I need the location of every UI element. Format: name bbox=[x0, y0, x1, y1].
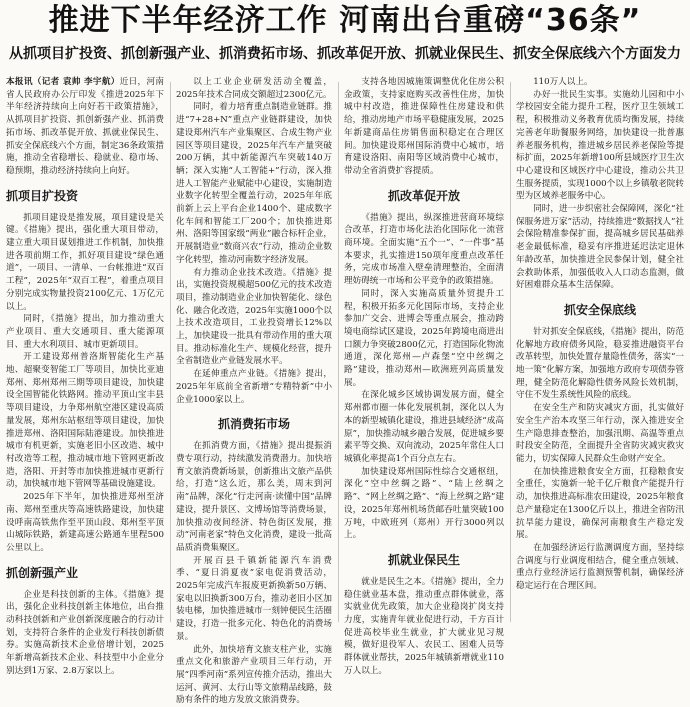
body-paragraph: 办好一批民生实事。实施幼儿园和中小学校园安全能力提升工程，医疗卫生领域工程，积极推动义务教育优质均衡发展，持续完善老年助餐服务网络，加快建设一批普惠养老服务机构，推进城乡居民养老保险等提标扩面，2025年新增100所县域医疗卫生次中心建设和区域医疗中心建设，推动公共卫生服务提质，实现1000个以上乡镇敬老院转型为区域养老服务中心。 bbox=[516, 89, 684, 202]
body-paragraph: 同时，着力培育重点制造业链群。推进“7+28+N”重点产业链群建设，加快建设郑州汽车产业集聚区、合成生物产业园区等项目建设，2025年汽车产量突破200万辆，其中新能源汽车突破140万辆；深入实施“人工智能+”行动，深入推进人工智能产业赋能中心建设，实施制造业数字化转型全覆盖行动，2025年年底前新上云上平台企业1400个、建成数字化车间和智能工厂200个；加快推进郑州、洛阳等国家级“两业”融合标杆企业，开展制造业“数商兴农”行动，推动企业数字化转型，推动河南数字经济发展。 bbox=[176, 102, 332, 265]
body-paragraph: 支持各地因城施策调整优化住房公积金政策，支持家庭购买改善性住房，加快城中村改造，推进保障性住房建设和供给，推动房地产市场平稳健康发展，2025年新建商品住房销售面积稳定在合理区间。加快建设郑州国际消费中心城市，培育建设洛阳、南阳等区域消费中心城市，带动全省消费扩容提质。 bbox=[344, 77, 504, 176]
section-heading: 抓消费拓市场 bbox=[217, 417, 290, 432]
body-paragraph: 在加快推进粮食安全方面，扛稳粮食安全重任，实施新一轮千亿斤粮食产能提升行动，加快推进高标准农田建设，2025年粮食总产量稳定在1300亿斤以上，推进全省防汛抗旱能力建设，确保河南粮食生产稳定发展。 bbox=[516, 466, 684, 541]
column-divider bbox=[510, 82, 511, 622]
column-divider bbox=[338, 82, 339, 622]
section-heading: 抓就业保民生 bbox=[387, 552, 460, 567]
section-heading: 抓改革促开放 bbox=[387, 188, 460, 203]
article-column-2 bbox=[176, 76, 332, 706]
body-paragraph: 同时，深入实施高质量外贸提升工程，积极开拓多元化国际市场，支持企业参加广交会、进博会等重点展会，推动跨境电商综试区建设，2025年跨境电商进出口额力争突破2800亿元，打造国际化物流通道，深化郑州—卢森堡“空中丝绸之路”建设，推动郑州—欧洲班列高质量发展。 bbox=[344, 288, 504, 388]
section-heading: 抓创新强产业 bbox=[6, 565, 79, 580]
article-column-3 bbox=[344, 76, 504, 676]
body-paragraph: 开展百县千镇新能源汽车消费季、“夏日消夏夜”家电促消费活动，2025年完成汽车报废更新换新50万辆、家电以旧换新300万台，推动老旧小区加装电梯，加快推进城市一刻钟便民生活圈建设，打造一批多元化、特色化的消费场景。 bbox=[176, 555, 332, 642]
body-paragraph: 在延伸重点产业链。《措施》提出，2025年年底前全省新增“专精特新”中小企业1000家以上。 bbox=[176, 369, 332, 405]
body-paragraph: 针对抓安全保底线，《措施》提出，防范化解地方政府债务风险，稳妥推进融资平台改革转型，加快处置存量隐性债务，落实“一地一策”化解方案，加强地方政府专项债券管理，健全防范化解隐性债务风险长效机制，守住不发生系统性风险的底线。 bbox=[516, 326, 684, 401]
body-paragraph: 企业是科技创新的主体。《措施》提出，强化企业科技创新主体地位，出台推动科技创新和产业创新深度融合的行动计划，支持符合条件的企业发行科技创新债券。实施高新技术企业倍增计划，2025年新增高新技术企业、科技型中小企业分别达到1万家、2.8万家以上。 bbox=[6, 589, 164, 676]
body-paragraph: 以上工业企业研发活动全覆盖，2025年技术合同成交额超过2300亿元。 bbox=[176, 77, 332, 100]
body-paragraph: 加快建设郑州国际性综合交通枢纽，深化“空中丝绸之路”、“陆上丝绸之路”、“网上丝绸之路”、“海上丝绸之路”建设，2025年郑州机场货邮吞吐量突破100万吨，中欧班列（郑州）开行3000列以上。 bbox=[344, 466, 504, 541]
lead-text: 近日，河南省人民政府办公厅印发《推进2025年下半年经济持续向上向好若干政策措施》，从抓项目扩投资、抓创新强产业、抓消费拓市场、抓改革促开放、抓就业保民生、抓安全保底线六个方面，制定36条政策措施，推动全省稳增长、稳就业、稳市场、稳预期，推动经济持续向上向好。 bbox=[6, 77, 164, 176]
body-paragraph: 在深化城乡区域协调发展方面，健全郑州都市圈一体化发展机制，深化以人为本的新型城镇化建设，推进县域经济“成高原”，加快推动城乡融合发展，促进城乡要素平等交换、双向流动，2025年常住人口城镇化率提高1个百分点左右。 bbox=[344, 390, 504, 464]
article-column-1 bbox=[6, 76, 164, 676]
body-paragraph: 同时，《措施》提出，加力推动重大产业项目、重大交通项目、重大能源项目、重大水利项目、城市更新项目。 bbox=[6, 314, 164, 350]
body-paragraph: 110万人以上。 bbox=[533, 77, 593, 87]
body-paragraph: 在抓消费方面，《措施》提出提振消费专项行动，持续激发消费潜力。加快培育文旅消费新场景，创新推出文旅产品供给，打造“这么近，那么美，周末到河南”品牌，深化“行走河南·读懂中国”品牌建设，提升景区、文博场馆等消费场景，加快推动夜间经济、特色街区发展，推动“河南老家”特色文化消费，建设一批高品质消费集聚区。 bbox=[176, 441, 332, 553]
body-paragraph: 开工建设郑州普洛斯智能化生产基地、超聚变智能工厂等项目，加快比亚迪郑州、郑州郑州三期等项目建设，加快建设全国智能化铁路网。推动平顶山宝丰县等项目建设，力争郑州航空港区建设高质量发展，郑州东站枢纽等项目建设，加快推进郑州、洛阳国际陆港建设。加快推进城市有机更新，实施老旧小区改造、城中村改造等工程，推动城市地下管网更新改造，洛阳、开封等市加快推进城市更新行动，加快城市地下管网等基础设施建设。 bbox=[6, 352, 164, 490]
body-paragraph: 在安全生产和防灾减灾方面，扎实做好安全生产治本攻坚三年行动，深入推进安全生产隐患排查整治，加强汛期、高温等重点时段安全防范，全面提升全省防灾减灾救灾能力，切实保障人民群众生命财产安全。 bbox=[516, 403, 684, 464]
section-heading: 抓项目扩投资 bbox=[6, 188, 79, 203]
article-column-4 bbox=[516, 76, 684, 627]
body-paragraph: 在加强经济运行监测调度方面，坚持综合调度与行业调度相结合，健全重点领域、重点行业经济运行监测预警机制，确保经济稳定运行在合理区间。 bbox=[516, 542, 684, 592]
subheadline: 从抓项目扩投资、抓创新强产业、抓消费拓市场、抓改革促开放、抓就业保民生、抓安全保底线六个方面发力 bbox=[9, 46, 681, 62]
byline: 本报讯（记者 袁帅 李宇航） bbox=[6, 77, 120, 87]
column-divider bbox=[170, 82, 171, 622]
body-paragraph: 《措施》提出，纵深推进营商环境综合改革，打造市场化法治化国际化一流营商环境。全面实施“五个一”、“一件事”基本要求，扎实推进150项年度重点改革任务，完成市场准入壁垒清理整治，全面清理妨碍统一市场和公平竞争的政策措施。 bbox=[344, 212, 504, 287]
body-paragraph: 有力推动企业技术改造。《措施》提出，实施投资规模超500亿元的技术改造项目，推动制造业企业加快智能化、绿色化、融合化改造，2025年实施1000个以上技术改造项目，工业投资增长12%以上，加快建设一批具有带动作用的重大项目。推动标准化生产、规模化经营，提升全省制造业产业链发展水平。 bbox=[176, 267, 332, 367]
headline: 推进下半年经济工作 河南出台重磅“36条” bbox=[48, 3, 642, 38]
section-heading: 抓安全保底线 bbox=[563, 302, 636, 317]
body-paragraph: 就业是民生之本。《措施》提出，全力稳住就业基本盘，推动重点群体就业，落实就业优先政策，加大企业稳岗扩岗支持力度，实施青年就业促进行动，千方百计促进高校毕业生就业，扩大就业见习规模，做好退役军人、农民工、困难人员等群体就业帮扶，2025年城镇新增就业110万人以上。 bbox=[344, 576, 504, 676]
lead-paragraph bbox=[6, 76, 164, 178]
body-paragraph: 抓项目建设是推发展，项目建设是关键。《措施》提出，强化重大项目带动，建立重大项目谋划推进工作机制，加快推进各项前期工作，抓好项目建设“绿色通道”，一项目、一清单、一台帐推进“双百工程”，2025年“双百工程”，着重点项目分别完成实物量投资2100亿元、1万亿元以上。 bbox=[6, 212, 164, 312]
body-paragraph: 2025年下半年，加快推进郑州至济南、郑州至重庆等高速铁路建设，加快建设呼南高铁焦作至平顶山段、郑州至平顶山城际铁路，新建高速公路通车里程500公里以上。 bbox=[6, 492, 164, 553]
body-paragraph: 此外，加快培育文旅支柱产业，实施重点文化和旅游产业项目三年行动，开展“四季河南”系列宣传推介活动，推出大运河、黄河、太行山等文旅精品线路，鼓励有条件的地方发放文旅消费券。 bbox=[176, 644, 332, 706]
body-paragraph: 同时，进一步织密社会保障网，深化“社保服务进万家”活动，持续推进“数据找人”社会保险精准参保扩面，提高城乡居民基础养老金最低标准，稳妥有序推进延迟法定退休年龄改革，加快推进全民参保计划，健全社会救助体系，加强低收入人口动态监测，做好困难群众基本生活保障。 bbox=[516, 204, 684, 291]
